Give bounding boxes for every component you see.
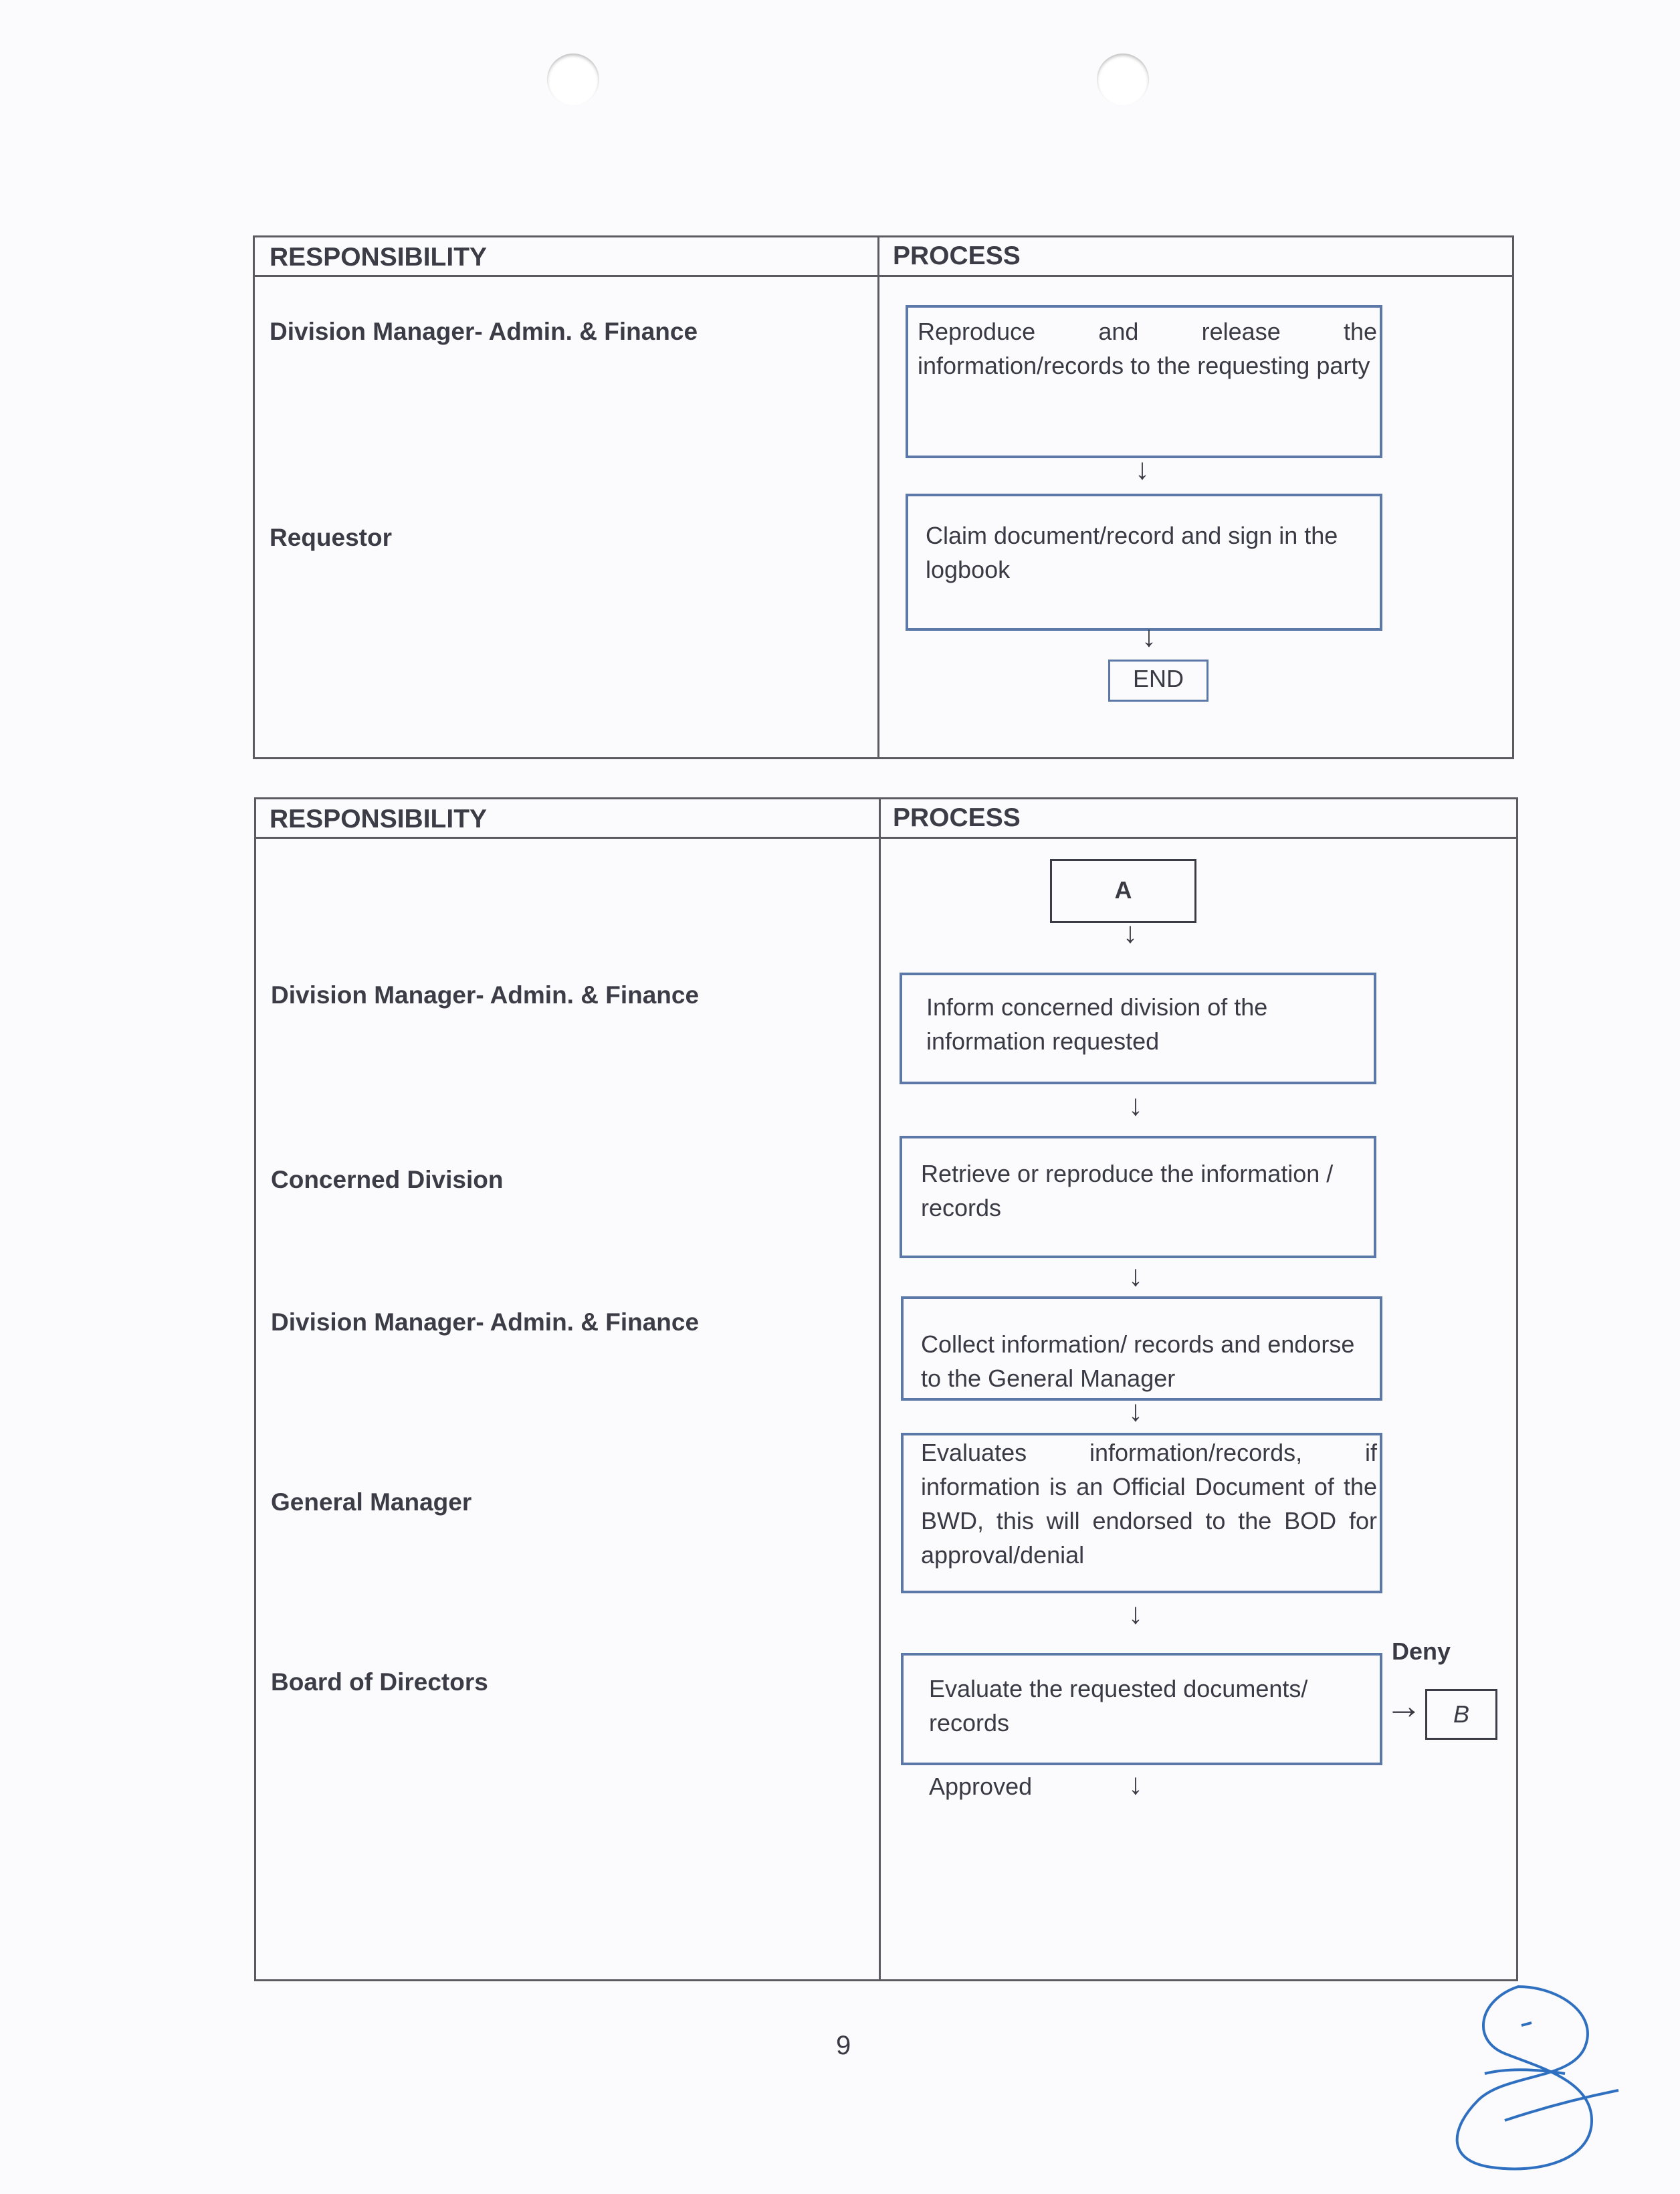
end-terminator: END [1108, 660, 1209, 702]
responsibility-label: Division Manager- Admin. & Finance [271, 1308, 700, 1336]
down-arrow-icon: ↓ [1128, 1089, 1143, 1122]
header-responsibility: RESPONSIBILITY [270, 805, 488, 833]
process-text: Retrieve or reproduce the information / records [921, 1160, 1334, 1221]
punch-hole [547, 54, 599, 106]
approved-label: Approved [929, 1773, 1033, 1800]
responsibility-label: Concerned Division [271, 1166, 504, 1193]
process-box [906, 494, 1382, 631]
process-text: Reproduce and release the information/records to the requesting party [918, 318, 1377, 379]
connector-a: A [1050, 859, 1196, 923]
down-arrow-icon: ↓ [1135, 453, 1150, 486]
responsibility-label: Requestor [270, 524, 392, 551]
process-text: Evaluate the requested documents/ records [929, 1675, 1308, 1736]
header-process: PROCESS [893, 241, 1021, 270]
process-box [901, 1296, 1382, 1401]
deny-label: Deny [1392, 1637, 1451, 1665]
process-box [900, 1136, 1376, 1258]
punch-hole [1097, 54, 1149, 106]
flow-table-1 [253, 235, 1514, 759]
process-box [906, 305, 1382, 458]
page-number: 9 [836, 2031, 851, 2060]
process-box [901, 1653, 1382, 1765]
signature-mark [1404, 1973, 1632, 2174]
responsibility-label: Board of Directors [271, 1668, 488, 1696]
connector-b: B [1425, 1689, 1497, 1740]
responsibility-label: Division Manager- Admin. & Finance [271, 981, 700, 1009]
process-text: Evaluates information/records, if information is an Official Document of the BWD, this will endorsed to the BOD for approval/denial [921, 1439, 1377, 1569]
process-text: Claim document/record and sign in the logbook [926, 522, 1338, 583]
down-arrow-icon: ↓ [1142, 620, 1156, 653]
down-arrow-icon: ↓ [1128, 1597, 1143, 1630]
header-process: PROCESS [893, 803, 1021, 832]
process-text: Collect information/ records and endorse to the General Manager [921, 1330, 1355, 1392]
column-divider [877, 237, 879, 757]
process-box [900, 973, 1376, 1084]
flow-table-2 [254, 797, 1518, 1981]
process-text: Inform concerned division of the information requested [926, 993, 1268, 1055]
down-arrow-icon: ↓ [1123, 916, 1138, 949]
responsibility-label: Division Manager- Admin. & Finance [270, 318, 698, 345]
right-arrow-icon: → [1385, 1684, 1423, 1726]
down-arrow-icon: ↓ [1128, 1260, 1143, 1292]
header-responsibility: RESPONSIBILITY [270, 243, 488, 272]
column-divider [879, 799, 881, 1979]
down-arrow-icon: ↓ [1128, 1768, 1143, 1801]
responsibility-label: General Manager [271, 1488, 472, 1516]
process-box [901, 1433, 1382, 1593]
down-arrow-icon: ↓ [1128, 1395, 1143, 1427]
